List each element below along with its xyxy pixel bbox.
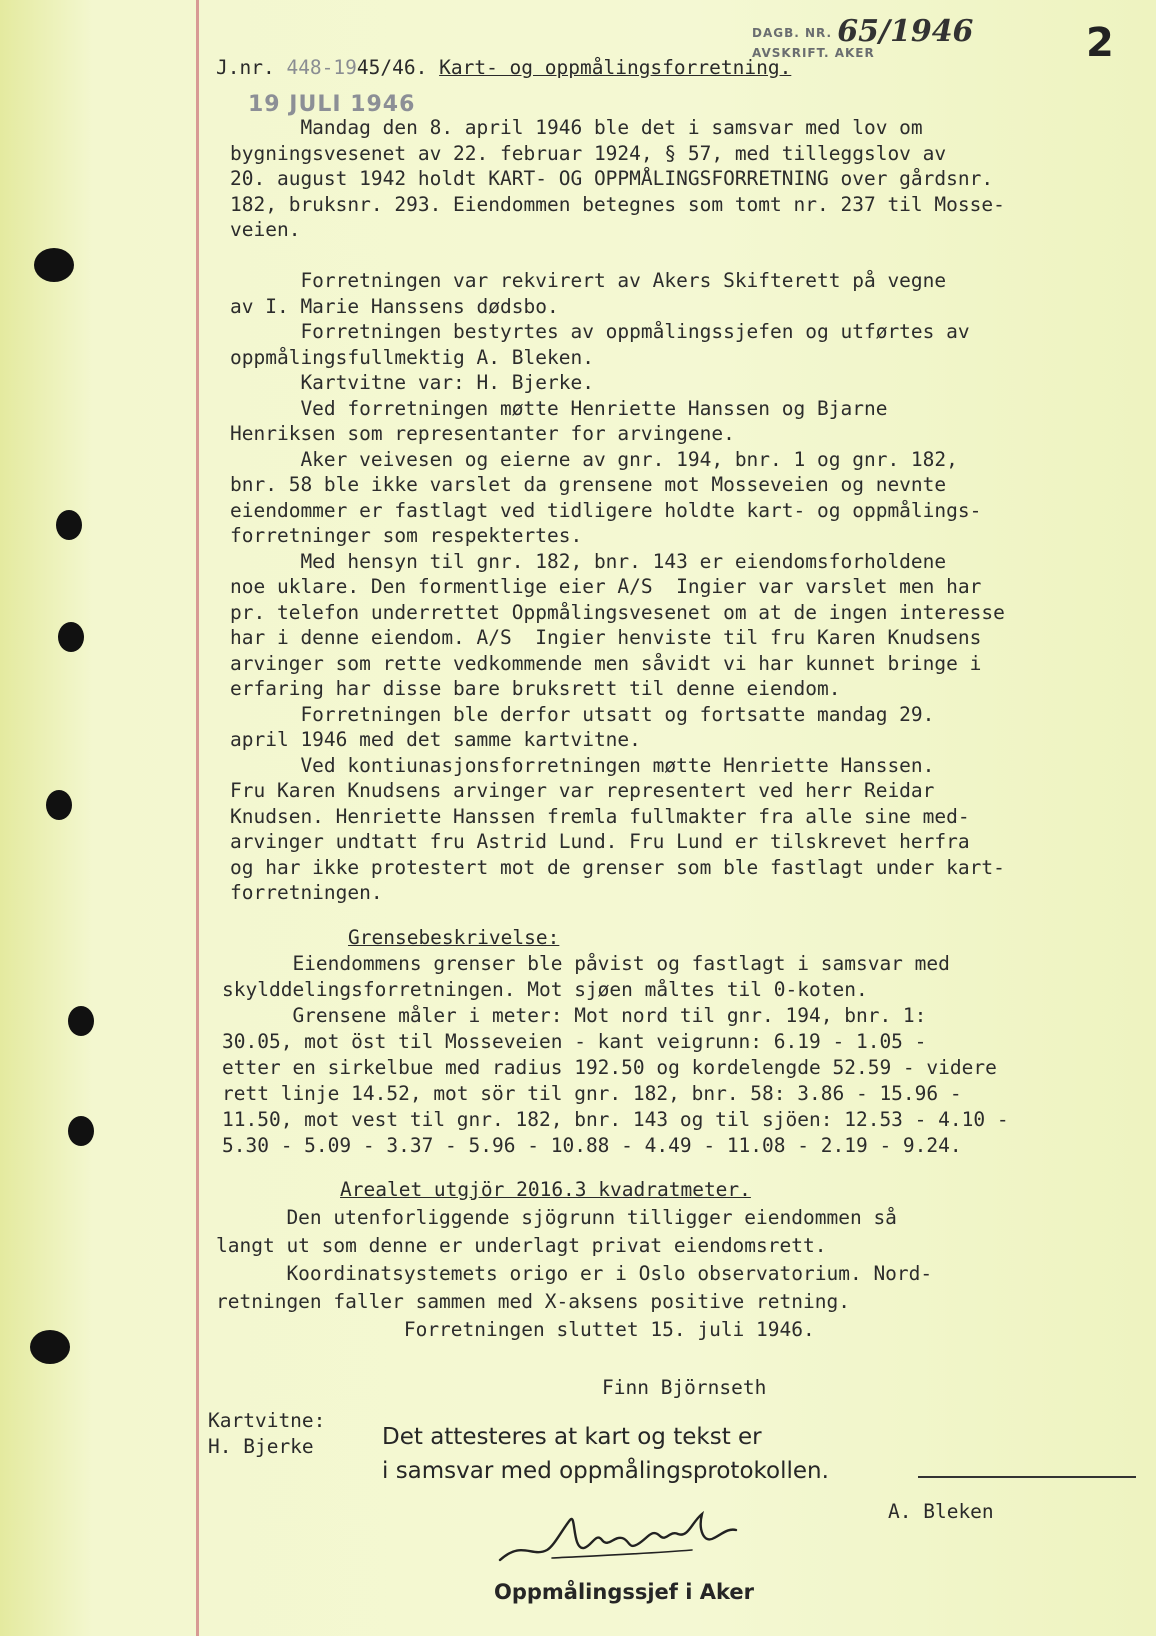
handwritten-signature xyxy=(492,1500,752,1580)
date-stamp: 19 JULI 1946 xyxy=(248,92,416,117)
text-line: Henriksen som representanter for arvingene. xyxy=(230,422,735,445)
punch-hole xyxy=(30,1330,70,1364)
text-line: Knudsen. Henriette Hanssen fremla fullmakter fra alle sine med- xyxy=(230,804,970,828)
text-line: skylddelingsforretningen. Mot sjøen måltes til 0-koten. xyxy=(222,978,868,1001)
text-line: av I. Marie Hanssens dødsbo. xyxy=(230,294,559,318)
attestation-stamp xyxy=(382,1420,829,1488)
text-line: Forretningen bestyrtes av oppmålingssjefen og utførtes av xyxy=(230,320,970,343)
stamp-label: DAGB. NR. xyxy=(752,26,833,40)
text-line: 5.30 - 5.09 - 3.37 - 5.96 - 10.88 - 4.49 - 11.08 - 2.19 - 9.24. xyxy=(222,1134,962,1157)
text-line: etter en sirkelbue med radius 192.50 og kordelengde 52.59 - videre xyxy=(222,1056,997,1079)
text-line: Forretningen sluttet 15. juli 1946. xyxy=(216,1318,815,1341)
margin-line xyxy=(196,0,199,1636)
punch-hole xyxy=(34,248,74,282)
text-line: Ved forretningen møtte Henriette Hanssen og Bjarne xyxy=(230,396,888,420)
stamp-number: 65/1946 xyxy=(837,14,974,49)
typed-signature: Finn Björnseth xyxy=(602,1376,767,1399)
journal-line xyxy=(216,56,791,79)
text-line: erfaring har disse bare bruksrett til denne eiendom. xyxy=(230,677,841,700)
heading-grensebeskrivelse: Grensebeskrivelse: xyxy=(348,926,560,949)
text-line: Grensene måler i meter: Mot nord til gnr. 194, bnr. 1: xyxy=(222,1004,927,1027)
text-line: veien. xyxy=(230,218,301,241)
kartvitne-name: H. Bjerke xyxy=(208,1435,314,1458)
signature-line xyxy=(918,1476,1136,1478)
punch-hole xyxy=(46,790,72,820)
text-line: og har ikke protestert mot de grenser som ble fastlagt under kart- xyxy=(230,855,1005,879)
stamp-avskrift: AVSKRIFT. AKER xyxy=(752,46,875,60)
text-line: Mandag den 8. april 1946 ble det i samsvar med lov om xyxy=(230,116,923,139)
text-line: Aker veivesen og eierne av gnr. 194, bnr. 1 og gnr. 182, xyxy=(230,447,958,471)
journal-stamped-number: 448-19 xyxy=(286,56,357,79)
text-line: Fru Karen Knudsens arvinger var representert ved herr Reidar xyxy=(230,779,935,802)
punch-hole xyxy=(68,1006,94,1036)
text-line: Den utenforliggende sjögrunn tilligger eiendommen så xyxy=(216,1206,897,1229)
attest-line-1: Det attesteres at kart og tekst er xyxy=(382,1424,762,1450)
text-line: Forretningen ble derfor utsatt og fortsatte mandag 29. xyxy=(230,702,935,726)
punch-hole xyxy=(58,622,84,652)
text-line: pr. telefon underrettet Oppmålingsvesenet om at de ingen interesse xyxy=(230,600,1005,624)
text-line: april 1946 med det samme kartvitne. xyxy=(230,728,641,751)
text-line: forretningen. xyxy=(230,881,383,904)
attest-line-2: i samsvar med oppmålingsprotokollen. xyxy=(382,1458,829,1484)
text-line: 11.50, mot vest til gnr. 182, bnr. 143 og til sjöen: 12.53 - 4.10 - xyxy=(222,1108,1009,1131)
punch-hole xyxy=(56,510,82,540)
text-line: arvinger som rette vedkommende men såvidt vi har kunnet bringe i xyxy=(230,651,982,675)
punch-hole xyxy=(68,1116,94,1146)
text-line: eiendommer er fastlagt ved tidligere holdte kart- og oppmålings- xyxy=(230,498,982,522)
text-line: Med hensyn til gnr. 182, bnr. 143 er eiendomsforholdene xyxy=(230,549,947,573)
journal-prefix: J.nr. xyxy=(216,56,275,79)
text-line: arvinger undtatt fru Astrid Lund. Fru Lund er tilskrevet herfra xyxy=(230,830,970,853)
bleken-name: A. Bleken xyxy=(888,1500,994,1523)
text-line: bygningsvesenet av 22. februar 1924, § 57, med tilleggslov av xyxy=(230,141,947,165)
text-line: oppmålingsfullmektig A. Bleken. xyxy=(230,345,594,369)
text-line: Forretningen var rekvirert av Akers Skifterett på vegne xyxy=(230,269,947,292)
text-line: 30.05, mot öst til Mosseveien - kant veigrunn: 6.19 - 1.05 - xyxy=(222,1030,927,1053)
text-line: noe uklare. Den formentlige eier A/S Ingier var varslet men har xyxy=(230,575,982,598)
kartvitne-block xyxy=(208,1408,325,1460)
text-line: 20. august 1942 holdt KART- OG OPPMÅLINGSFORRETNING over gårdsnr. xyxy=(230,167,994,190)
text-line: rett linje 14.52, mot sör til gnr. 182, bnr. 58: 3.86 - 15.96 - xyxy=(222,1082,962,1105)
journal-title: Kart- og oppmålingsforretning. xyxy=(439,56,792,79)
text-line: forretninger som respektertes. xyxy=(230,524,583,547)
kartvitne-label: Kartvitne: xyxy=(208,1409,326,1432)
text-line: Eiendommens grenser ble påvist og fastlagt i samsvar med xyxy=(222,952,950,975)
heading-areal: Arealet utgjör 2016.3 kvadratmeter. xyxy=(340,1178,751,1201)
text-line: har i denne eiendom. A/S Ingier henviste til fru Karen Knudsens xyxy=(230,626,982,649)
text-line: retningen faller sammen med X-aksens positive retning. xyxy=(216,1290,850,1313)
text-line: Kartvitne var: H. Bjerke. xyxy=(230,371,594,394)
text-line: langt ut som denne er underlagt privat eiendomsrett. xyxy=(216,1234,827,1257)
oppmalingssjef-stamp: Oppmålingssjef i Aker xyxy=(494,1580,754,1604)
text-line: Ved kontiunasjonsforretningen møtte Henriette Hanssen. xyxy=(230,753,935,777)
text-line: 182, bruksnr. 293. Eiendommen betegnes som tomt nr. 237 til Mosse- xyxy=(230,192,1005,216)
text-line: bnr. 58 ble ikke varslet da grensene mot Mosseveien og nevnte xyxy=(230,473,947,496)
page-number: 2 xyxy=(1086,20,1114,66)
journal-suffix: 45/46. xyxy=(356,56,428,79)
text-line: Koordinatsystemets origo er i Oslo observatorium. Nord- xyxy=(216,1262,933,1285)
